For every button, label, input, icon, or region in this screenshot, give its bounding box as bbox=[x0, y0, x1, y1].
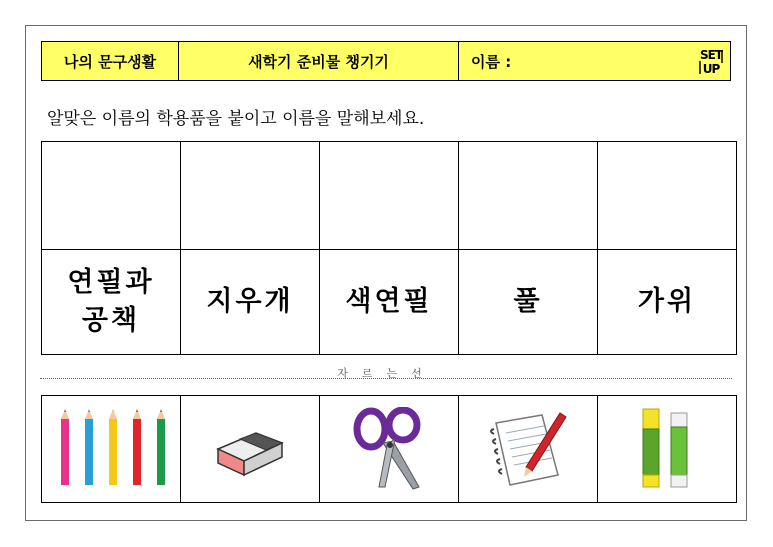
svg-text:SET: SET bbox=[699, 48, 723, 62]
name-text: 지우개 bbox=[206, 286, 294, 317]
name-cell-pencil-notebook bbox=[42, 250, 181, 355]
name-cell-eraser bbox=[181, 250, 320, 355]
paste-slot[interactable] bbox=[320, 142, 459, 250]
name-cell-scissors bbox=[598, 250, 737, 355]
name-label: 이름 : bbox=[471, 52, 512, 71]
eraser-icon bbox=[210, 419, 290, 479]
glue-stick-icon bbox=[627, 407, 707, 491]
picture-cell[interactable] bbox=[320, 396, 459, 503]
paste-slot[interactable] bbox=[42, 142, 181, 250]
name-cell-glue bbox=[459, 250, 598, 355]
picture-table bbox=[41, 395, 737, 503]
svg-text:UP: UP bbox=[702, 62, 720, 76]
name-text: 풀 bbox=[513, 286, 543, 317]
name-text: 색연필 bbox=[345, 286, 433, 317]
notebook-pencil-icon bbox=[486, 407, 570, 491]
instruction-text: 알맞은 이름의 학용품을 붙이고 이름을 말해보세요. bbox=[47, 109, 425, 129]
setup-logo bbox=[696, 47, 724, 75]
picture-cell[interactable] bbox=[42, 396, 181, 503]
worksheet-header bbox=[41, 41, 731, 81]
name-text: 공책 bbox=[81, 305, 141, 336]
name-text: 연필과 bbox=[67, 267, 155, 298]
picture-cell[interactable] bbox=[181, 396, 320, 503]
name-cell-colored-pencil bbox=[320, 250, 459, 355]
paste-slot[interactable] bbox=[181, 142, 320, 250]
scissors-icon bbox=[349, 407, 429, 491]
cut-line bbox=[40, 378, 732, 379]
name-field[interactable] bbox=[459, 42, 730, 80]
setup-logo-icon bbox=[696, 47, 726, 77]
name-text: 가위 bbox=[637, 286, 697, 317]
header-subtitle: 새학기 준비물 챙기기 bbox=[179, 42, 459, 80]
picture-cell[interactable] bbox=[598, 396, 737, 503]
picture-cell[interactable] bbox=[459, 396, 598, 503]
paste-slot[interactable] bbox=[459, 142, 598, 250]
cut-line-label: 자르는선 bbox=[337, 367, 436, 380]
answer-table bbox=[41, 141, 737, 355]
colored-pencils-icon bbox=[51, 409, 171, 489]
paste-slot[interactable] bbox=[598, 142, 737, 250]
header-title: 나의 문구생활 bbox=[42, 42, 179, 80]
